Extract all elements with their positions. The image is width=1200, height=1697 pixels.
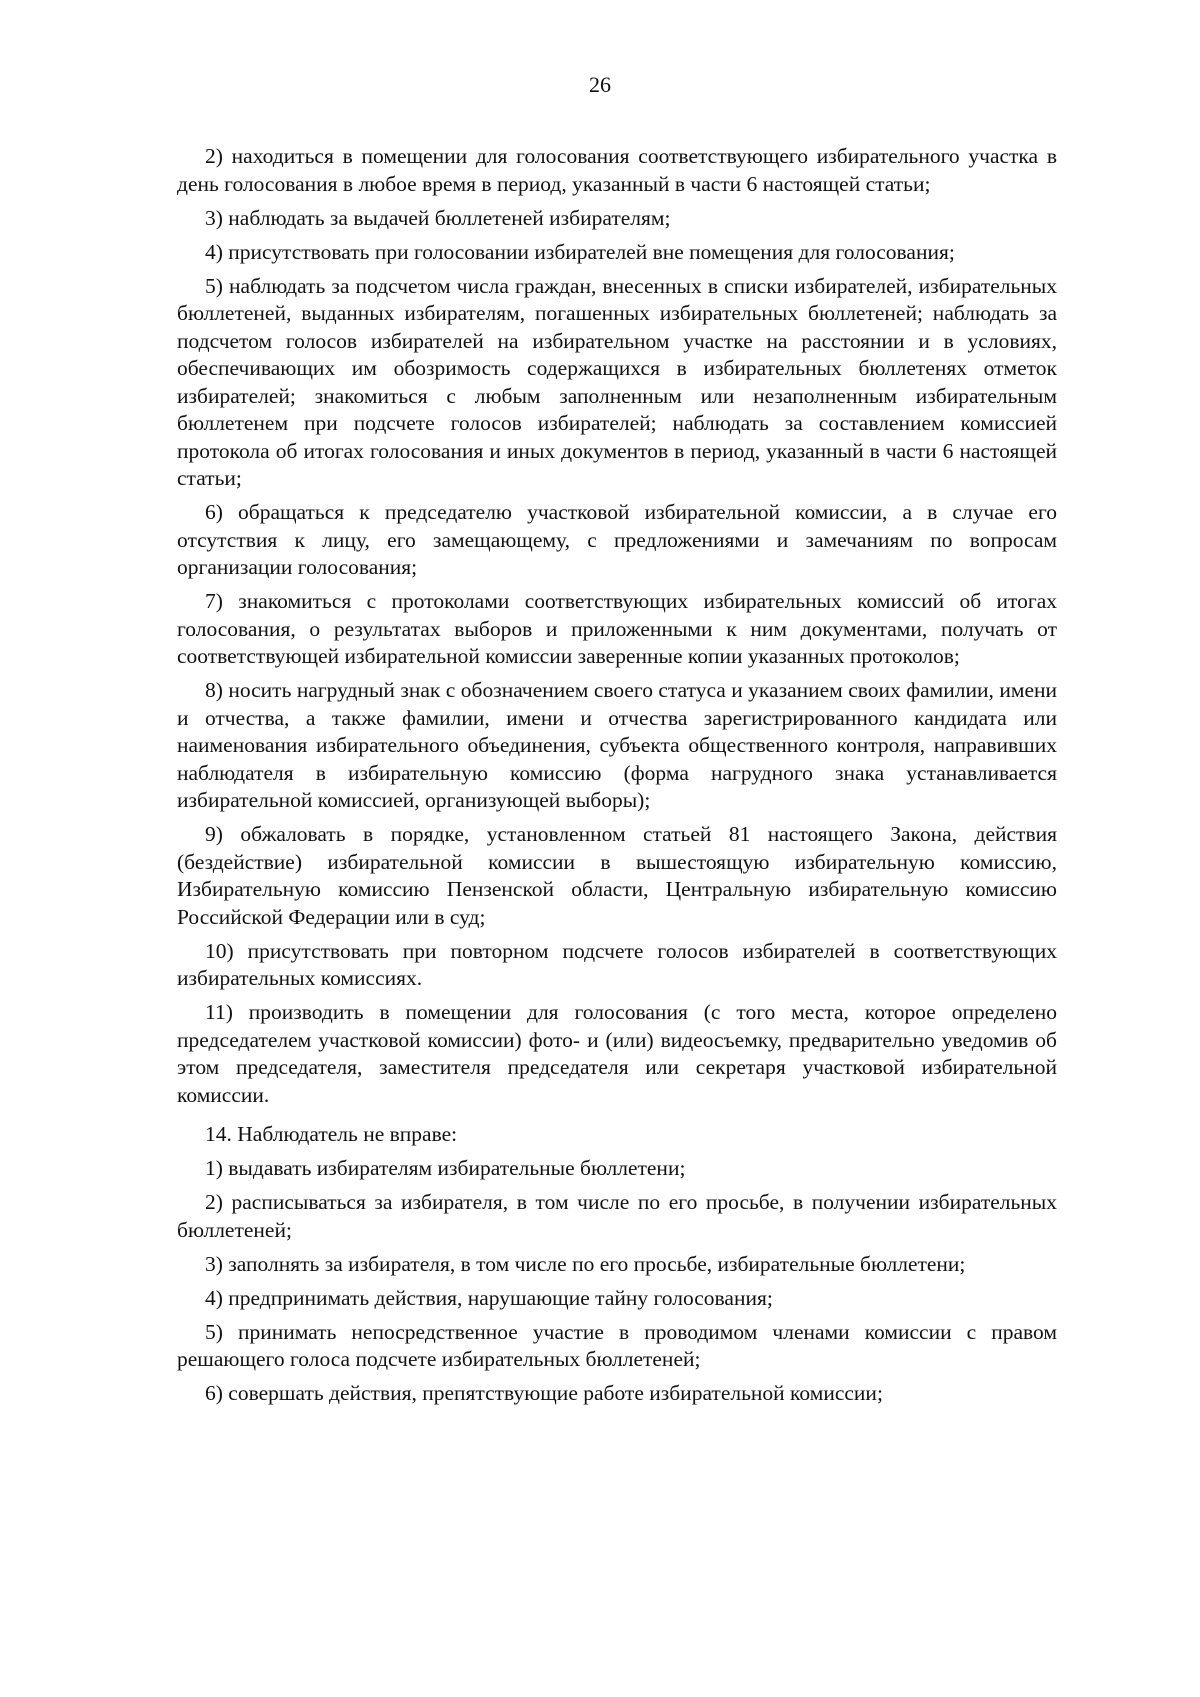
paragraph-item-8: 8) носить нагрудный знак с обозначением своего статуса и указанием своих фамилии, имени и отчества, а также фамилии, имени и отчества зарегистрированного кандидата или наименования избирательного объединения, субъекта общественного контроля, направивших наблюдателя в избирательную комиссию (форма нагрудного знака устанавливается избирательной комиссией, организующей выборы); — [177, 678, 1057, 812]
prohibition-item-2: 2) расписываться за избирателя, в том числе по его просьбе, в получении избирательных бюллетеней; — [177, 1190, 1057, 1242]
paragraph-item-7: 7) знакомиться с протоколами соответствующих избирательных комиссий об итогах голосования, о результатах выборов и приложенными к ним документами, получать от соответствующей избирательной комиссии заверенные копии указанных протоколов; — [177, 589, 1057, 668]
prohibition-item-5: 5) принимать непосредственное участие в проводимом членами комиссии с правом решающего голоса подсчете избирательных бюллетеней; — [177, 1319, 1057, 1371]
prohibition-item-4: 4) предпринимать действия, нарушающие тайну голосования; — [205, 1285, 773, 1310]
paragraph-item-10: 10) присутствовать при повторном подсчете голосов избирателей в соответствующих избирательных комиссиях. — [177, 938, 1057, 990]
paragraph-item-5: 5) наблюдать за подсчетом числа граждан, внесенных в списки избирателей, избирательных бюллетеней, выданных избирателям, погашенных избирательных бюллетеней; наблюдать за подсчетом голосов избирателей на избирательном участке на расстоянии и в условиях, обеспечивающих им обозримость содержащихся в избирательных бюллетенях отметок избирателей; знакомиться с любым заполненным или незаполненным избирательным бюллетенем при подсчете голосов избирателей; наблюдать за составлением комиссией протокола об итогах голосования и иных документов в период, указанный в части 6 настоящей статьи; — [177, 273, 1057, 490]
paragraph-item-11: 11) производить в помещении для голосования (с того места, которое определено председателем участковой комиссии) фото- и (или) видеосъемку, предварительно уведомив об этом председателя, заместителя председателя или секретаря участковой избирательной комиссии. — [177, 1000, 1057, 1107]
paragraph-item-9: 9) обжаловать в порядке, установленном статьей 81 настоящего Закона, действия (бездействие) избирательной комиссии в вышестоящую избирательную комиссию, Избирательную комиссию Пензенской области, Центральную избирательную комиссию Российской Федерации или в суд; — [177, 822, 1057, 929]
section-14-heading: 14. Наблюдатель не вправе: — [205, 1122, 458, 1146]
paragraph-item-2: 2) находиться в помещении для голосования соответствующего избирательного участка в день голосования в любое время в период, указанный в части 6 настоящей статьи; — [177, 144, 1057, 196]
paragraph-item-3: 3) наблюдать за выдачей бюллетеней избирателям; — [205, 205, 671, 230]
paragraph-item-4: 4) присутствовать при голосовании избирателей вне помещения для голосования; — [205, 239, 955, 264]
prohibition-item-1: 1) выдавать избирателям избирательные бюллетени; — [205, 1156, 686, 1180]
document-body — [177, 143, 1057, 1414]
prohibition-item-3: 3) заполнять за избирателя, в том числе по его просьбе, избирательные бюллетени; — [205, 1251, 966, 1276]
paragraph-item-6: 6) обращаться к председателю участковой избирательной комиссии, а в случае его отсутствия к лицу, его замещающему, с предложениями и замечаниям по вопросам организации голосования; — [177, 500, 1057, 579]
prohibition-item-6: 6) совершать действия, препятствующие работе избирательной комиссии; — [205, 1381, 883, 1405]
page-number: 26 — [589, 72, 611, 97]
